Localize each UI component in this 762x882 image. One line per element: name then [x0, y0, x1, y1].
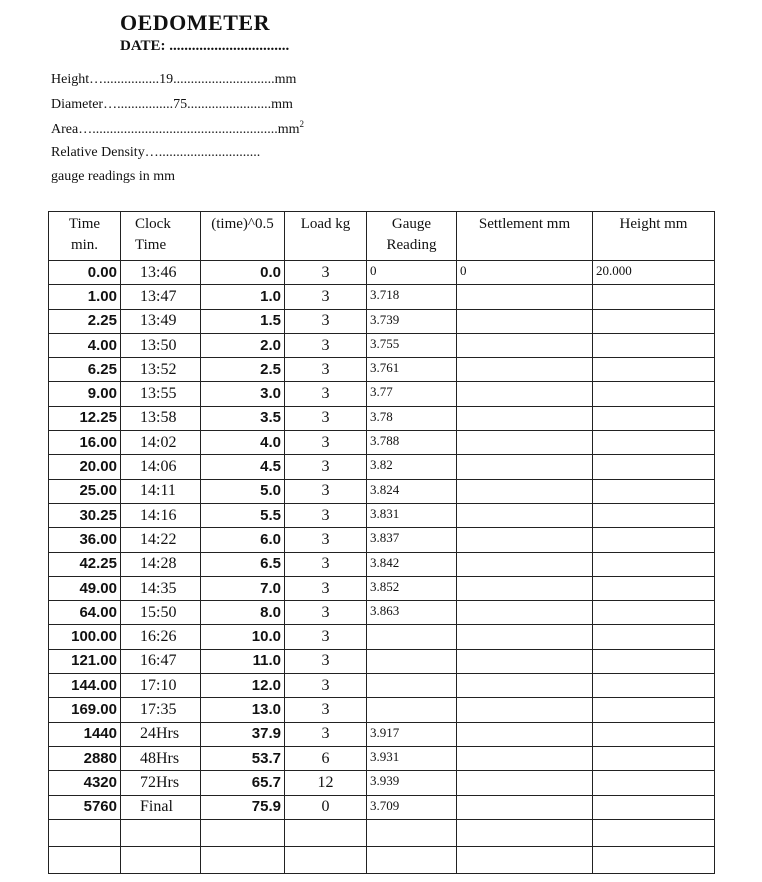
header-gauge [367, 212, 457, 261]
cell-sqrt-time: 6.5 [201, 552, 285, 576]
cell-clock: 14:22 [121, 528, 201, 552]
cell-sqrt-time: 1.5 [201, 309, 285, 333]
blank-cell [201, 846, 285, 873]
blank-row [49, 819, 715, 846]
cell-clock: 13:46 [121, 261, 201, 285]
table-row [49, 261, 715, 285]
cell-clock: 14:28 [121, 552, 201, 576]
cell-sqrt-time: 3.5 [201, 406, 285, 430]
cell-settlement [457, 455, 593, 479]
cell-time: 6.25 [49, 358, 121, 382]
cell-height [593, 795, 715, 819]
cell-clock: 72Hrs [121, 771, 201, 795]
cell-gauge-reading: 3.831 [367, 503, 457, 527]
table-row [49, 552, 715, 576]
cell-gauge-reading: 3.718 [367, 285, 457, 309]
cell-gauge-reading: 3.78 [367, 406, 457, 430]
cell-settlement [457, 576, 593, 600]
blank-row [49, 846, 715, 873]
cell-sqrt-time: 4.5 [201, 455, 285, 479]
blank-cell [593, 846, 715, 873]
cell-height [593, 455, 715, 479]
table-row [49, 358, 715, 382]
cell-height [593, 601, 715, 625]
diameter-field: Diameter…................75........................mm [51, 97, 293, 112]
area-superscript: 2 [299, 119, 304, 129]
cell-clock: 14:06 [121, 455, 201, 479]
table-row [49, 309, 715, 333]
cell-gauge-reading: 3.77 [367, 382, 457, 406]
cell-load: 3 [285, 406, 367, 430]
table-row [49, 382, 715, 406]
cell-time: 49.00 [49, 576, 121, 600]
cell-load: 3 [285, 698, 367, 722]
cell-height [593, 746, 715, 770]
cell-sqrt-time: 12.0 [201, 674, 285, 698]
table-row [49, 746, 715, 770]
cell-sqrt-time: 65.7 [201, 771, 285, 795]
blank-cell [201, 819, 285, 846]
cell-sqrt-time: 13.0 [201, 698, 285, 722]
table-row [49, 479, 715, 503]
cell-sqrt-time: 8.0 [201, 601, 285, 625]
cell-gauge-reading: 3.788 [367, 431, 457, 455]
table-row [49, 431, 715, 455]
cell-sqrt-time: 53.7 [201, 746, 285, 770]
table-row [49, 795, 715, 819]
cell-load: 3 [285, 479, 367, 503]
cell-height: 20.000 [593, 261, 715, 285]
cell-height [593, 722, 715, 746]
cell-load: 3 [285, 358, 367, 382]
cell-gauge-reading [367, 698, 457, 722]
cell-load: 3 [285, 285, 367, 309]
cell-time: 5760 [49, 795, 121, 819]
cell-time: 16.00 [49, 431, 121, 455]
table-row [49, 698, 715, 722]
cell-load: 3 [285, 552, 367, 576]
cell-settlement [457, 406, 593, 430]
cell-settlement [457, 503, 593, 527]
cell-settlement [457, 698, 593, 722]
cell-clock: 17:10 [121, 674, 201, 698]
cell-gauge-reading: 3.852 [367, 576, 457, 600]
blank-cell [285, 819, 367, 846]
readings-table [48, 211, 715, 874]
cell-clock: 17:35 [121, 698, 201, 722]
cell-clock: Final [121, 795, 201, 819]
table-row [49, 649, 715, 673]
blank-cell [593, 819, 715, 846]
cell-height [593, 625, 715, 649]
cell-settlement [457, 674, 593, 698]
cell-clock: 14:11 [121, 479, 201, 503]
cell-load: 3 [285, 601, 367, 625]
cell-clock: 48Hrs [121, 746, 201, 770]
cell-gauge-reading [367, 674, 457, 698]
cell-height [593, 431, 715, 455]
header-height: Height mm [593, 212, 715, 261]
cell-sqrt-time: 10.0 [201, 625, 285, 649]
cell-sqrt-time: 0.0 [201, 261, 285, 285]
table-row [49, 722, 715, 746]
cell-load: 6 [285, 746, 367, 770]
blank-cell [49, 846, 121, 873]
cell-height [593, 674, 715, 698]
cell-settlement [457, 285, 593, 309]
cell-height [593, 552, 715, 576]
cell-sqrt-time: 6.0 [201, 528, 285, 552]
cell-clock: 13:58 [121, 406, 201, 430]
cell-time: 100.00 [49, 625, 121, 649]
cell-gauge-reading: 3.842 [367, 552, 457, 576]
cell-settlement [457, 625, 593, 649]
cell-clock: 15:50 [121, 601, 201, 625]
cell-time: 9.00 [49, 382, 121, 406]
cell-height [593, 479, 715, 503]
header-clock-l2: Time [135, 237, 167, 253]
cell-gauge-reading: 3.931 [367, 746, 457, 770]
cell-time: 20.00 [49, 455, 121, 479]
cell-load: 3 [285, 333, 367, 357]
table-row [49, 674, 715, 698]
blank-cell [285, 846, 367, 873]
cell-time: 2880 [49, 746, 121, 770]
cell-load: 3 [285, 261, 367, 285]
form-title: OEDOMETER [120, 10, 270, 35]
cell-sqrt-time: 5.5 [201, 503, 285, 527]
date-line: DATE: ................................ [120, 38, 290, 54]
cell-time: 12.25 [49, 406, 121, 430]
table-row [49, 455, 715, 479]
blank-cell [367, 846, 457, 873]
cell-height [593, 285, 715, 309]
cell-load: 3 [285, 649, 367, 673]
table-row [49, 406, 715, 430]
cell-clock: 14:35 [121, 576, 201, 600]
cell-gauge-reading: 3.824 [367, 479, 457, 503]
cell-time: 25.00 [49, 479, 121, 503]
cell-sqrt-time: 5.0 [201, 479, 285, 503]
cell-time: 4320 [49, 771, 121, 795]
header-clock [121, 212, 201, 261]
cell-settlement [457, 431, 593, 455]
cell-settlement [457, 649, 593, 673]
cell-height [593, 333, 715, 357]
table-row [49, 576, 715, 600]
cell-load: 3 [285, 503, 367, 527]
cell-height [593, 528, 715, 552]
cell-time: 0.00 [49, 261, 121, 285]
cell-settlement [457, 333, 593, 357]
cell-time: 36.00 [49, 528, 121, 552]
header-clock-l1: Clock [135, 216, 171, 232]
cell-load: 3 [285, 528, 367, 552]
cell-sqrt-time: 3.0 [201, 382, 285, 406]
cell-sqrt-time: 7.0 [201, 576, 285, 600]
cell-settlement [457, 722, 593, 746]
cell-settlement [457, 601, 593, 625]
cell-time: 169.00 [49, 698, 121, 722]
cell-load: 3 [285, 455, 367, 479]
cell-height [593, 382, 715, 406]
cell-sqrt-time: 11.0 [201, 649, 285, 673]
cell-clock: 13:55 [121, 382, 201, 406]
cell-time: 121.00 [49, 649, 121, 673]
cell-settlement [457, 382, 593, 406]
cell-clock: 13:49 [121, 309, 201, 333]
cell-load: 3 [285, 674, 367, 698]
cell-load: 3 [285, 382, 367, 406]
cell-height [593, 576, 715, 600]
cell-gauge-reading: 3.917 [367, 722, 457, 746]
cell-load: 12 [285, 771, 367, 795]
table-row [49, 625, 715, 649]
cell-gauge-reading: 3.709 [367, 795, 457, 819]
header-time-l2: min. [70, 237, 99, 253]
cell-clock: 13:52 [121, 358, 201, 382]
cell-settlement [457, 358, 593, 382]
cell-gauge-reading: 3.939 [367, 771, 457, 795]
cell-time: 1440 [49, 722, 121, 746]
height-field: Height…................19.............................mm [51, 72, 297, 87]
header-gauge-l1: Gauge [391, 216, 432, 232]
cell-load: 3 [285, 309, 367, 333]
cell-clock: 16:26 [121, 625, 201, 649]
cell-height [593, 503, 715, 527]
cell-gauge-reading: 3.82 [367, 455, 457, 479]
table-row [49, 601, 715, 625]
cell-clock: 14:16 [121, 503, 201, 527]
cell-settlement [457, 309, 593, 333]
cell-gauge-reading: 0 [367, 261, 457, 285]
cell-time: 144.00 [49, 674, 121, 698]
cell-gauge-reading: 3.739 [367, 309, 457, 333]
area-field [51, 119, 304, 138]
cell-settlement [457, 746, 593, 770]
cell-settlement [457, 795, 593, 819]
cell-height [593, 406, 715, 430]
header-settlement: Settlement mm [457, 212, 593, 261]
cell-height [593, 698, 715, 722]
cell-time: 30.25 [49, 503, 121, 527]
area-text: Area….....................................................mm [51, 122, 300, 137]
cell-sqrt-time: 4.0 [201, 431, 285, 455]
cell-load: 3 [285, 625, 367, 649]
cell-gauge-reading [367, 649, 457, 673]
cell-settlement [457, 552, 593, 576]
cell-settlement [457, 771, 593, 795]
cell-time: 1.00 [49, 285, 121, 309]
cell-time: 2.25 [49, 309, 121, 333]
blank-cell [367, 819, 457, 846]
table-header-row [49, 212, 715, 261]
cell-height [593, 649, 715, 673]
cell-sqrt-time: 75.9 [201, 795, 285, 819]
header-time [49, 212, 121, 261]
blank-cell [457, 846, 593, 873]
cell-sqrt-time: 37.9 [201, 722, 285, 746]
cell-time: 4.00 [49, 333, 121, 357]
blank-cell [49, 819, 121, 846]
cell-gauge-reading: 3.755 [367, 333, 457, 357]
cell-height [593, 358, 715, 382]
table-row [49, 503, 715, 527]
table-row [49, 285, 715, 309]
table-body [49, 261, 715, 874]
cell-gauge-reading: 3.761 [367, 358, 457, 382]
cell-clock: 16:47 [121, 649, 201, 673]
header-sqrt-time: (time)^0.5 [201, 212, 285, 261]
cell-load: 3 [285, 722, 367, 746]
gauge-note: gauge readings in mm [51, 169, 176, 184]
cell-load: 3 [285, 431, 367, 455]
cell-settlement [457, 479, 593, 503]
cell-load: 0 [285, 795, 367, 819]
table-row [49, 771, 715, 795]
cell-sqrt-time: 2.0 [201, 333, 285, 357]
cell-clock: 24Hrs [121, 722, 201, 746]
relative-density-field: Relative Density…............................. [51, 145, 261, 160]
header-gauge-l2: Reading [386, 237, 437, 253]
cell-gauge-reading: 3.863 [367, 601, 457, 625]
cell-height [593, 309, 715, 333]
cell-clock: 13:47 [121, 285, 201, 309]
blank-cell [457, 819, 593, 846]
header-time-l1: Time [68, 216, 101, 232]
cell-gauge-reading: 3.837 [367, 528, 457, 552]
blank-cell [121, 846, 201, 873]
table-row [49, 528, 715, 552]
cell-height [593, 771, 715, 795]
cell-settlement: 0 [457, 261, 593, 285]
cell-clock: 14:02 [121, 431, 201, 455]
cell-sqrt-time: 2.5 [201, 358, 285, 382]
table-row [49, 333, 715, 357]
cell-load: 3 [285, 576, 367, 600]
header-load: Load kg [285, 212, 367, 261]
blank-cell [121, 819, 201, 846]
cell-clock: 13:50 [121, 333, 201, 357]
cell-time: 42.25 [49, 552, 121, 576]
cell-time: 64.00 [49, 601, 121, 625]
cell-sqrt-time: 1.0 [201, 285, 285, 309]
cell-settlement [457, 528, 593, 552]
cell-gauge-reading [367, 625, 457, 649]
